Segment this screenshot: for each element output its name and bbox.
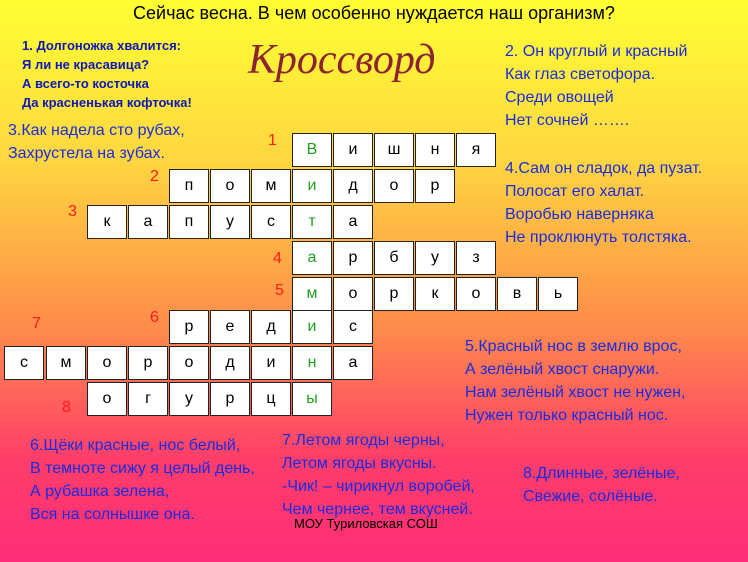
crossword-cell[interactable]: о xyxy=(333,277,373,311)
crossword-cell[interactable]: и xyxy=(251,346,291,380)
clue-number-4: 4 xyxy=(273,250,282,267)
crossword-cell[interactable]: с xyxy=(4,346,44,380)
crossword-cell[interactable]: е xyxy=(210,310,250,344)
crossword-cell[interactable]: о xyxy=(374,169,414,203)
crossword-cell[interactable]: б xyxy=(374,241,414,275)
crossword-cell[interactable]: с xyxy=(333,310,373,344)
crossword-cell[interactable]: ш xyxy=(374,133,414,167)
crossword-cell[interactable]: о xyxy=(456,277,496,311)
crossword-cell[interactable]: р xyxy=(374,277,414,311)
crossword-cell[interactable]: у xyxy=(210,205,250,239)
crossword-cell[interactable]: ц xyxy=(251,382,291,416)
clue-number-5: 5 xyxy=(275,282,284,299)
school-footer: МОУ Туриловская СОШ xyxy=(294,516,438,531)
crossword-cell[interactable]: а xyxy=(333,205,373,239)
crossword-cell[interactable]: о xyxy=(169,346,209,380)
crossword-cell[interactable]: ы xyxy=(292,382,332,416)
page-header: Сейчас весна. В чем особенно нуждается наш организм? xyxy=(133,3,615,23)
crossword-cell[interactable]: д xyxy=(251,310,291,344)
crossword-cell[interactable]: с xyxy=(251,205,291,239)
page-title: Кроссворд xyxy=(248,37,436,83)
crossword-cell[interactable]: н xyxy=(415,133,455,167)
crossword-cell[interactable]: а xyxy=(128,205,168,239)
clue-number-1: 1 xyxy=(268,132,277,149)
crossword-cell[interactable]: о xyxy=(87,346,127,380)
crossword-cell[interactable]: в xyxy=(497,277,537,311)
crossword-cell[interactable]: г xyxy=(128,382,168,416)
riddle-4: 4.Сам он сладок, да пузат. Полосат его халат. Воробью наверняка Не проклюнуть толстяка. xyxy=(505,160,703,246)
crossword-cell[interactable]: и xyxy=(292,310,332,344)
crossword-cell[interactable]: и xyxy=(292,169,332,203)
crossword-cell[interactable]: р xyxy=(128,346,168,380)
crossword-cell[interactable]: к xyxy=(87,205,127,239)
clue-number-8: 8 xyxy=(62,399,71,416)
crossword-cell[interactable]: м xyxy=(46,346,86,380)
riddle-7: 7.Летом ягоды черны, Летом ягоды вкусны. -Чик! – чирикнул воробей, Чем чернее, тем вкусней. xyxy=(282,432,475,518)
clue-number-7: 7 xyxy=(32,315,41,332)
clue-number-2: 2 xyxy=(150,168,159,185)
riddle-1: 1. Долгоножка хвалится: Я ли не красавица? А всего-то косточка Да красненькая кофточка! xyxy=(22,38,192,110)
crossword-cell[interactable]: у xyxy=(169,382,209,416)
crossword-cell[interactable]: м xyxy=(292,277,332,311)
crossword-cell[interactable]: к xyxy=(415,277,455,311)
crossword-cell[interactable]: а xyxy=(333,346,373,380)
crossword-cell[interactable]: д xyxy=(333,169,373,203)
crossword-cell[interactable]: р xyxy=(415,169,455,203)
crossword-cell[interactable]: н xyxy=(292,346,332,380)
crossword-cell[interactable]: р xyxy=(210,382,250,416)
crossword-cell[interactable]: р xyxy=(169,310,209,344)
crossword-cell[interactable]: т xyxy=(292,205,332,239)
crossword-cell[interactable]: з xyxy=(456,241,496,275)
crossword-cell[interactable]: о xyxy=(210,169,250,203)
riddle-8: 8.Длинные, зелёные, Свежие, солёные. xyxy=(523,465,680,505)
riddle-2: 2. Он круглый и красный Как глаз светофора. Среди овощей Нет сочней ……. xyxy=(505,43,688,129)
crossword-cell[interactable]: м xyxy=(251,169,291,203)
crossword-cell[interactable]: п xyxy=(169,169,209,203)
crossword-cell[interactable]: р xyxy=(333,241,373,275)
crossword-cell[interactable]: д xyxy=(210,346,250,380)
clue-number-3: 3 xyxy=(68,203,77,220)
riddle-6: 6.Щёки красные, нос белый, В темноте сижу я целый день, А рубашка зелена, Вся на солнышке она. xyxy=(30,437,255,523)
clue-number-6: 6 xyxy=(150,309,159,326)
crossword-cell[interactable]: В xyxy=(292,133,332,167)
crossword-cell[interactable]: я xyxy=(456,133,496,167)
crossword-cell[interactable]: п xyxy=(169,205,209,239)
crossword-cell[interactable]: и xyxy=(333,133,373,167)
riddle-3: 3.Как надела сто рубах, Захрустела на зубах. xyxy=(8,122,185,162)
riddle-5: 5.Красный нос в землю врос, А зелёный хвост снаружи. Нам зелёный хвост не нужен, Нужен только красный нос. xyxy=(465,338,686,424)
crossword-cell[interactable]: а xyxy=(292,241,332,275)
crossword-cell[interactable]: у xyxy=(415,241,455,275)
crossword-cell[interactable]: о xyxy=(87,382,127,416)
crossword-cell[interactable]: ь xyxy=(538,277,578,311)
